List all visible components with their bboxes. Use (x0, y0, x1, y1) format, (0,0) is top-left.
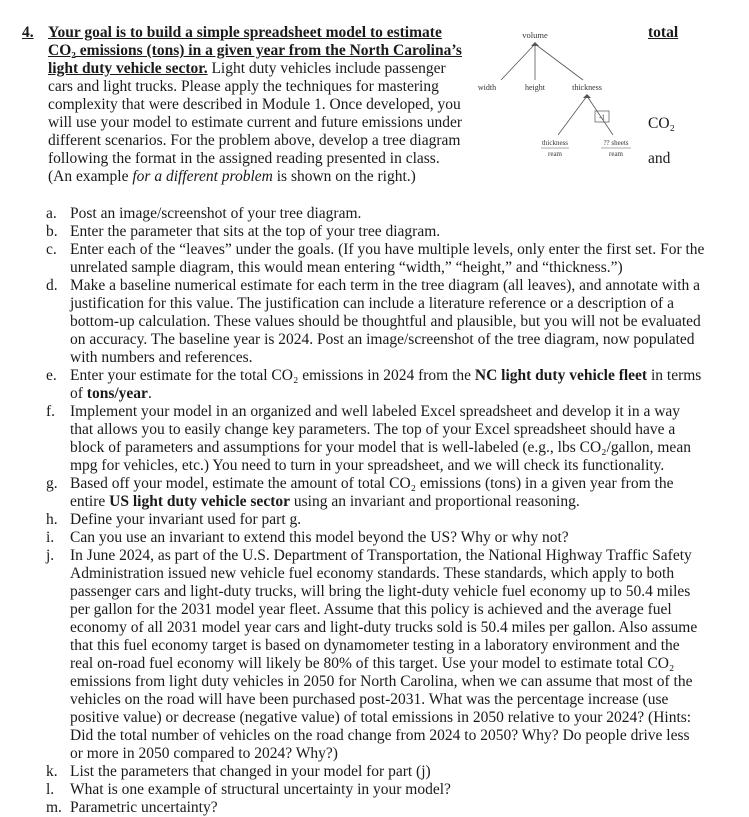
leaf-ream-right: ream (609, 150, 623, 158)
list-item: g. Based off your model, estimate the amount of total CO₂ emissions (tons) in a given year from the entire US light duty vehicle sector using an invariant and proportional reasoning. (46, 475, 674, 510)
list-item: k. List the parameters that changed in your model for part (j) (46, 763, 431, 780)
leaf-thickness: thickness (541, 139, 569, 147)
list-item: a. Post an image/screenshot of your tree diagram. (46, 205, 362, 222)
list-item: e. Enter your estimate for the total CO₂ emissions in 2024 from the NC light duty vehicle fleet in terms of tons/year. (46, 367, 702, 402)
list-item: j. In June 2024, as part of the U.S. Department of Transportation, the National Highway Traffic Safety Administration issued new vehicle fuel economy standards. These standards, which apply to both passenger cars and light-duty trucks, will bring the light-duty vehicle fuel economy up to 50.4 miles per gallon for the 2031 model year fleet. Assume that this policy is achieved and the average fuel economy of all 2031 model year cars and light-duty trucks sold is 50.4 miles per gallon. Also assume that this fuel economy target is based on dynamometer testing in a laboratory environment and the real on-road fuel economy will likely be 80% of this target. Use your model to estimate total CO₂ emissions from light duty vehicles in 2050 for North Carolina, when we can assume that most of the vehicles on the road will have been purchased post-2031. What was the percentage increase (use positive value) or decrease (negative value) of total emissions in 2050 relative to your 2024? (Hints: Did the total number of vehicles on the road change from 2024 to 2050? Why? Do people drive less or more in 2050 compared to 2024? Why?) (46, 547, 698, 762)
node-height: height (525, 83, 545, 92)
goal-statement: Your goal is to build a simple spreadsheet model to estimate CO₂ emissions (tons) in a given year from the North Carolina’s light duty vehicle sector. (48, 24, 462, 77)
question-intro (48, 24, 463, 186)
list-item: l. What is one example of structural uncertainty in your model? (46, 781, 451, 798)
node-volume: volume (522, 30, 548, 40)
leaf-sheets: ?? sheets (603, 139, 629, 147)
side-co2: CO₂ (648, 115, 675, 132)
list-item: f. Implement your model in an organized and well labeled Excel spreadsheet and develop it in a way that allows you to easily change key parameters. The top of your Excel spreadsheet should have a block of parameters and assumptions for your model that is well-labeled (e.g., lbs CO₂/gallon, mean mpg for vehicles, etc.) You need to turn in your spreadsheet, and we will check its functionality. (46, 403, 691, 474)
list-item: m. Parametric uncertainty? (46, 799, 218, 816)
intro-italic: for a different problem (132, 168, 273, 185)
list-item: d. Make a baseline numerical estimate for each term in the tree diagram (all leaves), and annotate with a justification for this value. The justification can include a literature reference or a description of a bottom-up calculation. These values should be thoughtful and plausible, but you will not be evaluated on accuracy. The baseline year is 2024. Post an image/screenshot of the tree diagram, now populated with numbers and references. (46, 277, 701, 366)
side-total: total (648, 24, 679, 41)
intro-text-2: is shown on the right.) (272, 168, 416, 185)
list-item: h. Define your invariant used for part g. (46, 511, 302, 528)
list-item: i. Can you use an invariant to extend this model beyond the US? Why or why not? (46, 529, 569, 546)
side-and: and (648, 150, 671, 167)
node-thickness: thickness (572, 83, 602, 92)
question-number: 4. (22, 24, 34, 41)
sub-question-list (46, 205, 706, 817)
list-item: b. Enter the parameter that sits at the top of your tree diagram. (46, 223, 441, 240)
node-width: width (477, 83, 497, 92)
power-label: -1 (599, 113, 605, 122)
list-item: c. Enter each of the “leaves” under the goals. (If you have multiple levels, only enter the first set. For the unrelated sample diagram, this would mean entering “width,” “height,” and “thickness.”) (46, 241, 705, 276)
leaf-ream-left: ream (548, 150, 562, 158)
intro-text-1: Light duty vehicles include passenger cars and light trucks. Please apply the techniques for mastering complexity that were described in Module 1. Once developed, you will use your model to estimate current and future emissions under different scenarios. For the problem above, develop a tree diagram following the format in the assigned reading presented in class. (An example (48, 60, 463, 185)
